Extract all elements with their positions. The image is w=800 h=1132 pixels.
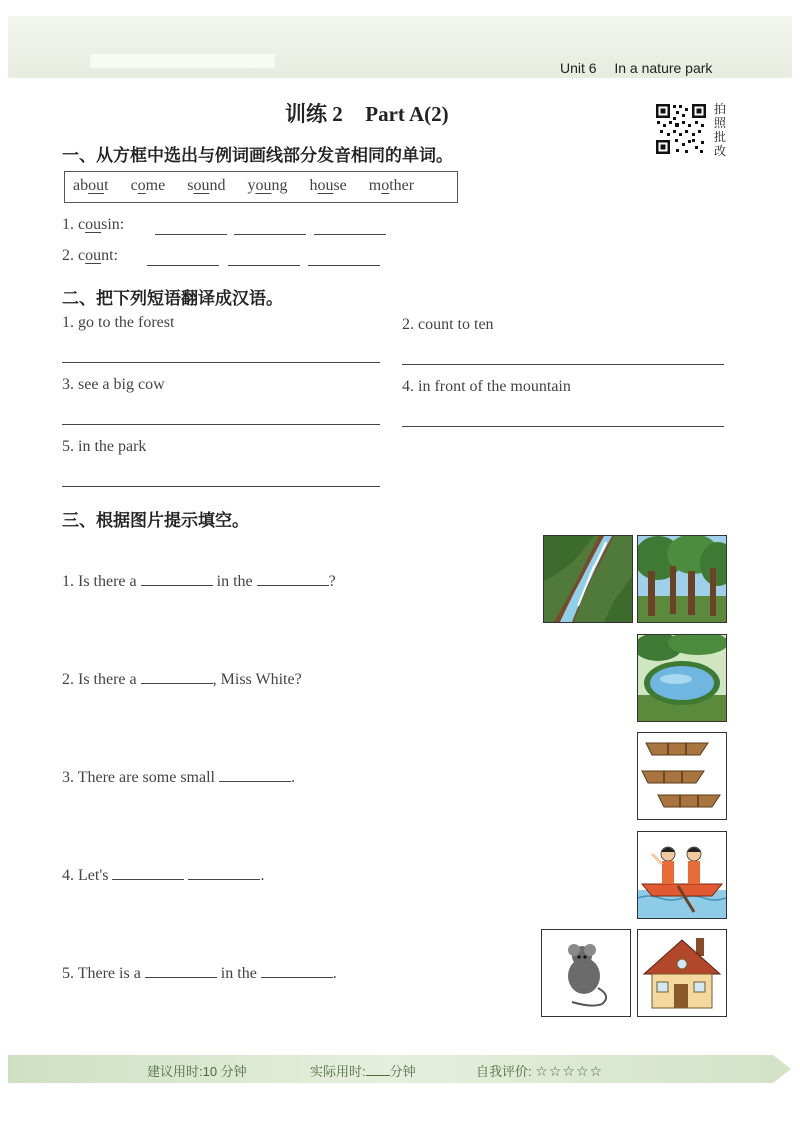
rowing-picture xyxy=(637,831,727,919)
answer-blank[interactable] xyxy=(147,265,219,266)
star-icon[interactable]: ☆ xyxy=(589,1063,604,1079)
answer-line[interactable] xyxy=(402,364,724,365)
answer-line[interactable] xyxy=(62,424,380,425)
answer-blank[interactable] xyxy=(141,569,213,586)
word-about: about xyxy=(73,177,109,194)
answer-blank[interactable] xyxy=(234,234,306,235)
answer-blank[interactable] xyxy=(145,961,217,978)
word-come: come xyxy=(130,177,166,194)
s2-item-1: 1. go to the forest xyxy=(62,314,175,331)
answer-line[interactable] xyxy=(62,486,380,487)
star-icon[interactable]: ☆ xyxy=(548,1063,563,1079)
page-title xyxy=(285,98,449,128)
answer-blank[interactable] xyxy=(257,569,329,586)
footer-self-eval: 自我评价: ☆☆☆☆☆ xyxy=(476,1063,604,1079)
section2-heading: 二、把下列短语翻译成汉语。 xyxy=(62,289,283,308)
s2-item-4: 4. in front of the mountain xyxy=(402,378,571,395)
mouse-picture xyxy=(541,929,631,1017)
s2-item-3: 3. see a big cow xyxy=(62,376,165,393)
title-main: 训练 2 xyxy=(285,102,343,126)
answer-blank[interactable] xyxy=(314,234,386,235)
answer-blank[interactable] xyxy=(308,265,380,266)
footer-suggested-time: 建议用时:10 分钟 xyxy=(147,1064,247,1079)
word-mother: mother xyxy=(368,177,415,194)
s2-item-5: 5. in the park xyxy=(62,438,147,455)
qr-code[interactable] xyxy=(655,103,707,155)
section3-heading: 三、根据图片提示填空。 xyxy=(62,511,249,530)
s1-question-2: 2. count: xyxy=(62,247,118,264)
star-icon[interactable]: ☆ xyxy=(535,1063,549,1079)
unit-topic: In a nature park xyxy=(614,60,713,76)
s3-item-2: 2. Is there a , Miss White? xyxy=(62,667,302,689)
s3-item-5: 5. There is a in the . xyxy=(62,961,337,983)
answer-blank[interactable] xyxy=(112,863,184,880)
boats-picture xyxy=(637,732,727,820)
house-picture xyxy=(637,929,727,1017)
s2-item-2: 2. count to ten xyxy=(402,316,494,333)
answer-blank[interactable] xyxy=(228,265,300,266)
unit-number: Unit 6 xyxy=(560,60,597,76)
s3-item-1: 1. Is there a in the ? xyxy=(62,569,336,591)
answer-line[interactable] xyxy=(402,426,724,427)
actual-time-blank[interactable] xyxy=(366,1063,390,1076)
answer-line[interactable] xyxy=(62,362,380,363)
star-icon[interactable]: ☆ xyxy=(562,1063,576,1079)
word-list xyxy=(73,177,414,195)
river-picture xyxy=(543,535,633,623)
s1-question-1: 1. cousin: xyxy=(62,216,125,233)
forest-picture xyxy=(637,535,727,623)
answer-blank[interactable] xyxy=(219,765,291,782)
section1-heading: 一、从方框中选出与例词画线部分发音相同的单词。 xyxy=(62,146,453,165)
answer-blank[interactable] xyxy=(155,234,227,235)
rating-stars[interactable] xyxy=(535,1063,603,1079)
word-sound: sound xyxy=(187,177,226,194)
title-part: Part A(2) xyxy=(365,102,449,126)
answer-blank[interactable] xyxy=(141,667,213,684)
lake-picture xyxy=(637,634,727,722)
footer-actual-time: 实际用时: 分钟 xyxy=(310,1064,416,1079)
qr-side-text: 拍 照 批 改 xyxy=(714,102,727,158)
word-house: house xyxy=(309,177,347,194)
footer-arrow xyxy=(773,1055,791,1083)
s3-item-4: 4. Let's . xyxy=(62,863,264,885)
star-icon[interactable]: ☆ xyxy=(575,1063,590,1079)
s3-item-3: 3. There are some small . xyxy=(62,765,295,787)
unit-label xyxy=(560,60,712,76)
answer-blank[interactable] xyxy=(188,863,260,880)
header-strip xyxy=(90,54,275,68)
answer-blank[interactable] xyxy=(261,961,333,978)
word-young: young xyxy=(247,177,288,194)
